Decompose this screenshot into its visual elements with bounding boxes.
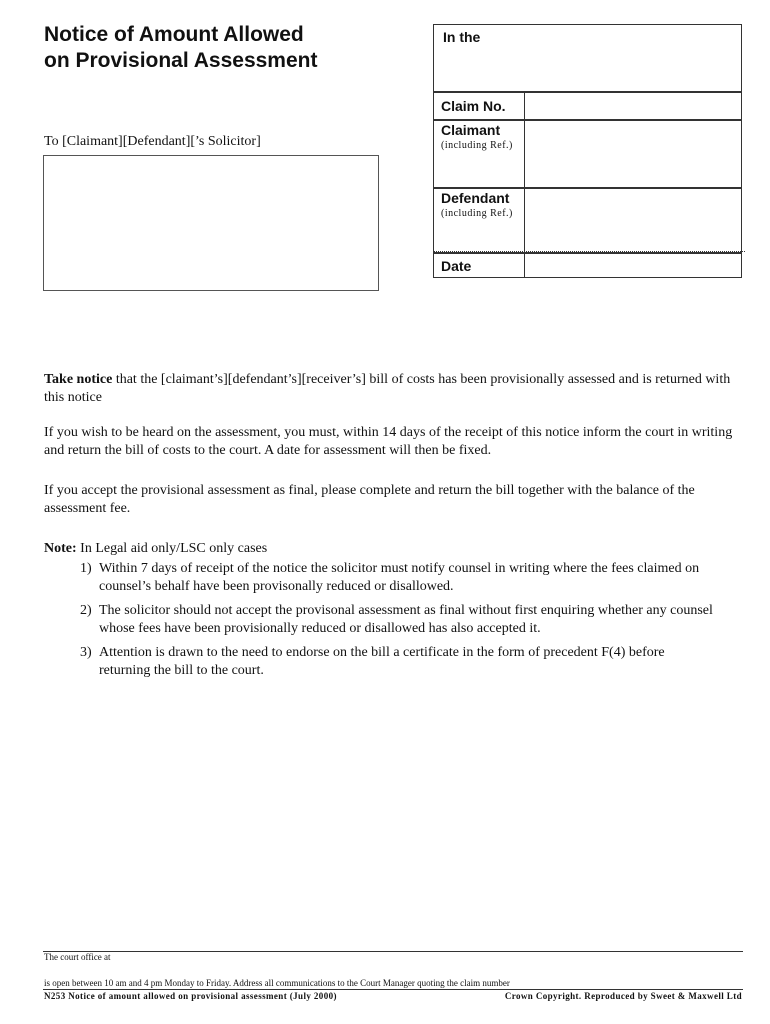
note-paragraph	[44, 540, 736, 558]
list-item-text: Attention is drawn to the need to endorse on the bill a certificate in the form of precedent F(4) before returning the bill to the court.	[99, 645, 665, 678]
list-item-number: 2)	[80, 603, 92, 618]
claim-no-row	[433, 92, 742, 120]
claimant-field[interactable]	[524, 120, 744, 188]
hearing-paragraph: If you wish to be heard on the assessment, you must, within 14 days of the receipt of this notice inform the court in writing and return the bill of costs to the court. A date for assessment will then be fixed.	[44, 425, 733, 458]
court-name-field[interactable]	[433, 24, 742, 92]
list-item-text: The solicitor should not accept the provisonal assessment as final without first enquiring whether any counsel whose fees have been provisionally reduced or disallowed has also accepted it.	[99, 603, 713, 636]
form-title	[44, 22, 317, 74]
claimant-sublabel: (including Ref.)	[441, 140, 513, 151]
in-the-label: In the	[443, 29, 481, 45]
court-office-line: The court office at	[44, 952, 111, 962]
defendant-field[interactable]	[524, 188, 744, 254]
defendant-row	[433, 188, 742, 254]
addressee-box[interactable]	[43, 155, 379, 291]
accept-paragraph: If you accept the provisional assessment as final, please complete and return the bill together with the balance of the assessment fee.	[44, 483, 695, 516]
claim-no-label: Claim No.	[441, 98, 506, 114]
date-field[interactable]	[524, 252, 744, 278]
copyright: Crown Copyright. Reproduced by Sweet & Maxwell Ltd	[504, 991, 742, 1001]
form-title-line1: Notice of Amount Allowed	[44, 23, 304, 46]
claimant-row	[433, 120, 742, 188]
defendant-sublabel: (including Ref.)	[441, 208, 513, 219]
note-bold: Note:	[44, 541, 77, 556]
footer-divider-2	[43, 989, 743, 990]
list-item-number: 3)	[80, 645, 92, 660]
defendant-label: Defendant	[441, 190, 510, 206]
note-text: In Legal aid only/LSC only cases	[76, 541, 268, 556]
take-notice-bold: Take notice	[44, 372, 113, 387]
date-row	[433, 252, 742, 278]
addressee-label: To [Claimant][Defendant][’s Solicitor]	[44, 134, 261, 149]
list-item-text: Within 7 days of receipt of the notice the solicitor must notify counsel in writing where the fees claimed on counsel’s behalf have been provisonally reduced or disallowed.	[99, 561, 700, 594]
claimant-label: Claimant	[441, 122, 501, 138]
form-title-line2: on Provisional Assessment	[44, 49, 318, 72]
claim-no-field[interactable]	[524, 92, 744, 120]
office-hours-line: is open between 10 am and 4 pm Monday to Friday. Address all communications to the Court Manager quoting the claim number	[44, 978, 510, 988]
list-item-number: 1)	[80, 561, 92, 576]
take-notice-paragraph	[44, 371, 736, 407]
date-label: Date	[441, 258, 472, 274]
footer-divider	[43, 951, 743, 952]
form-id: N253 Notice of amount allowed on provisional assessment (July 2000)	[44, 991, 337, 1001]
take-notice-text: that the [claimant’s][defendant’s][receiver’s] bill of costs has been provisionally assessed and is returned with this notice	[44, 372, 731, 405]
